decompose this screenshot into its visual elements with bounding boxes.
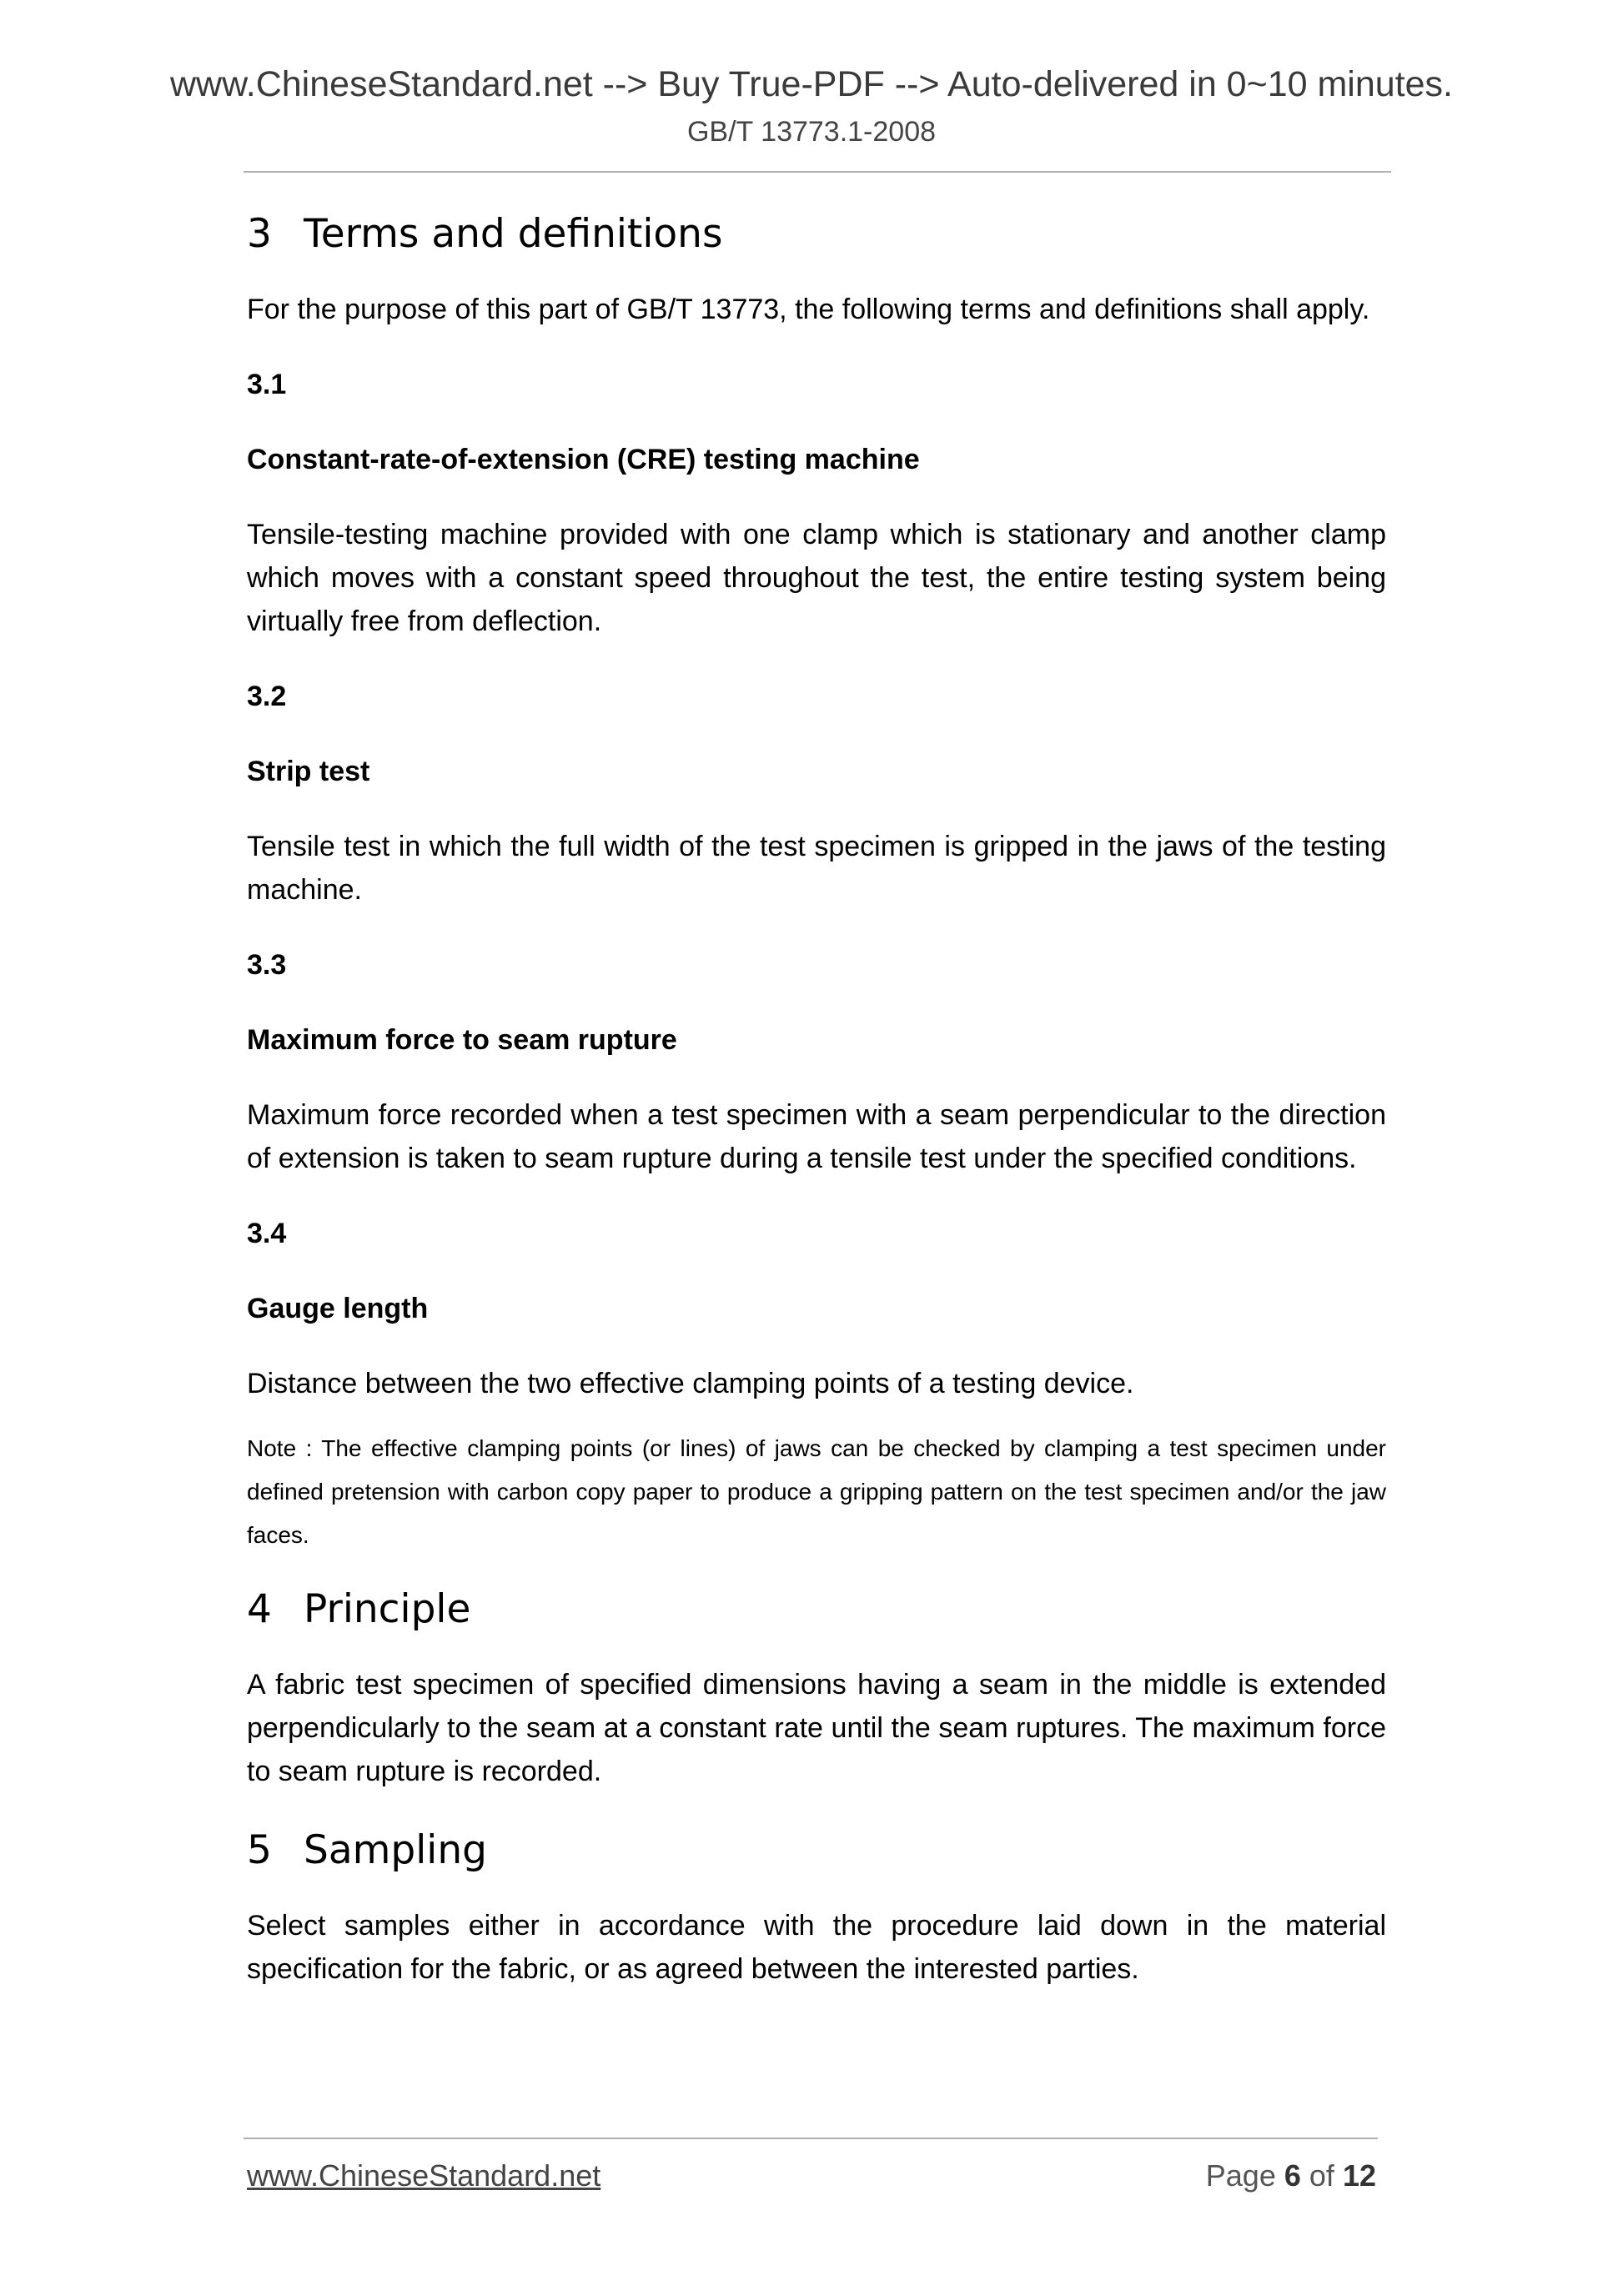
section-5-text: Select samples either in accordance with the procedure laid down in the material specification for the fabric, or as agreed between the interested parties. [247,1910,1386,1986]
section-5-heading [247,1825,1386,1876]
page-of: of [1309,2158,1334,2193]
term-3-2-title: Strip test [247,756,370,788]
term-3-4-title: Gauge length [247,1293,429,1325]
term-3-1-title: Constant-rate-of-extension (CRE) testing machine [247,444,920,476]
term-3-4-number: 3.4 [247,1218,287,1250]
term-3-4-note: Note : The effective clamping points (or lines) of jaws can be checked by clamping a test specimen under defined pretension with carbon copy paper to produce a gripping pattern on the test specimen and/or the jaw faces. [247,1435,1386,1549]
section-title: Sampling [304,1827,487,1874]
section-title: Terms and definitions [304,211,723,257]
section-number: 3 [247,211,272,257]
section-number: 5 [247,1827,272,1874]
section-number: 4 [247,1586,272,1633]
term-3-3-number: 3.3 [247,949,287,982]
term-3-2-definition: Tensile test in which the full width of the test specimen is gripped in the jaws of the testing machine. [247,831,1386,907]
term-3-3-title: Maximum force to seam rupture [247,1024,677,1057]
term-3-1-number: 3.1 [247,369,287,401]
header-divider [244,171,1391,173]
term-3-4-definition: Distance between the two effective clamping points of a testing device. [247,1368,1134,1400]
section-3-heading [247,208,1386,259]
document-code: GB/T 13773.1-2008 [686,116,937,148]
term-3-2-number: 3.2 [247,681,287,713]
page-current: 6 [1284,2158,1301,2193]
section-title: Principle [304,1586,471,1633]
page-prefix: Page [1205,2158,1276,2193]
page-number [1206,2158,1376,2193]
section-4-text: A fabric test specimen of specified dimensions having a seam in the middle is extended perpendicularly to the seam at a constant rate until the seam ruptures. The maximum force to seam rupture is recorded. [247,1669,1386,1788]
footer-divider [244,2138,1378,2139]
header-banner: www.ChineseStandard.net --> Buy True-PDF --> Auto-delivered in 0~10 minutes. [169,64,1453,104]
footer-website-link[interactable]: www.ChineseStandard.net [247,2158,601,2193]
page-total: 12 [1342,2158,1376,2193]
term-3-3-definition: Maximum force recorded when a test specimen with a seam perpendicular to the direction of extension is taken to seam rupture during a tensile test under the specified conditions. [247,1099,1386,1175]
term-3-1-definition: Tensile-testing machine provided with one clamp which is stationary and another clamp which moves with a constant speed throughout the test, the entire testing system being virtually free from deflection. [247,519,1386,638]
section-3-intro: For the purpose of this part of GB/T 13773, the following terms and definitions shall apply. [247,294,1370,326]
page-content [247,208,1386,1991]
section-4-heading [247,1584,1386,1635]
